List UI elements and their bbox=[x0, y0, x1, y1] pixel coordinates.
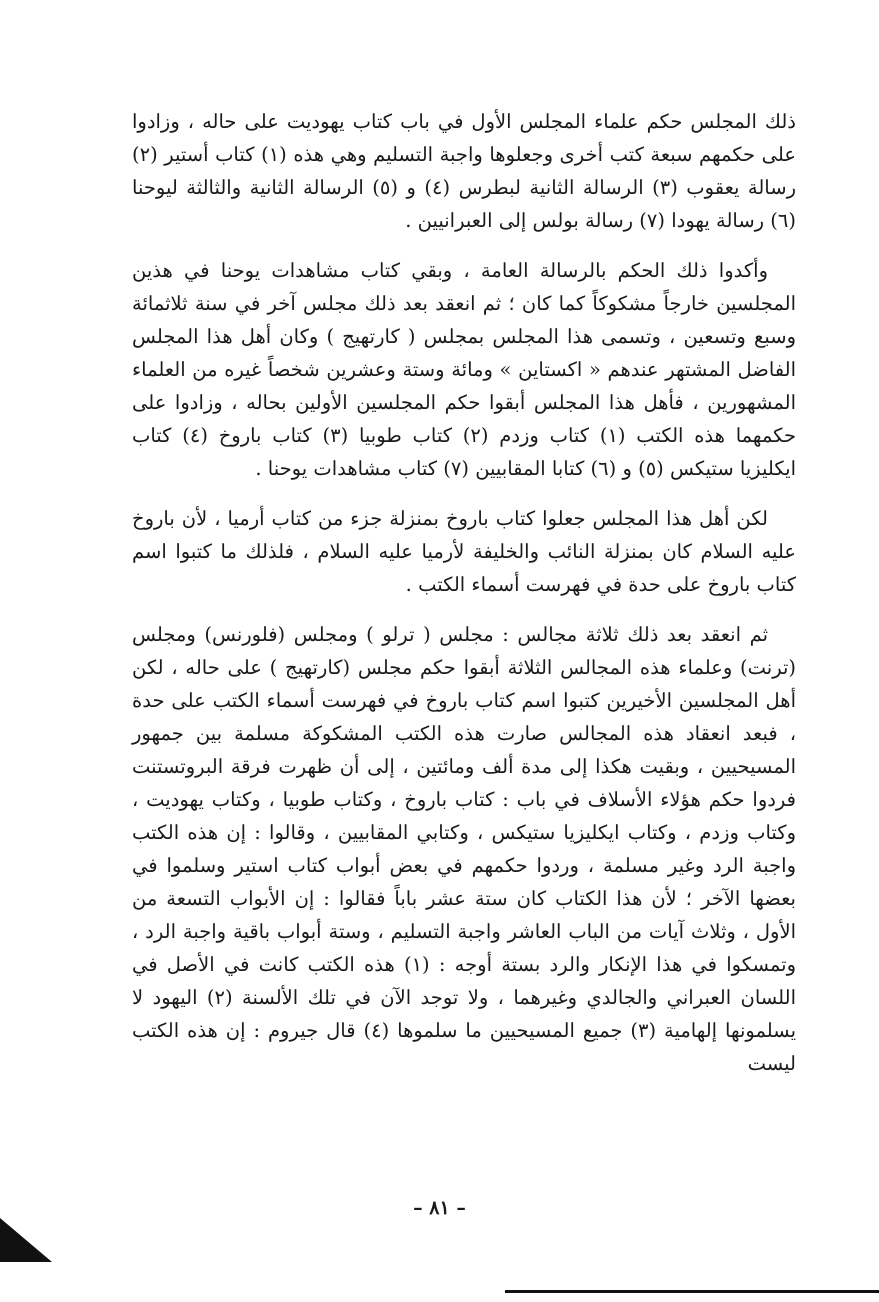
bottom-rule-line bbox=[505, 1290, 879, 1293]
page-body bbox=[132, 105, 796, 1097]
paragraph: ذلك المجلس حكم علماء المجلس الأول في باب كتاب يهوديت على حاله ، وزادوا على حكمهم سبعة كتب أخرى وجعلوها واجبة التسليم وهي هذه (١) كتاب أستير (٢) رسالة يعقوب (٣) الرسالة الثانية لبطرس (٤) و (٥) الرسالة الثانية والثالثة ليوحنا (٦) رسالة يهودا (٧) رسالة بولس إلى العبرانيين . bbox=[132, 110, 797, 232]
page-number: – ٨١ – bbox=[413, 1197, 466, 1219]
paragraph: ثم انعقد بعد ذلك ثلاثة مجالس : مجلس ( ترلو ) ومجلس (فلورنس) ومجلس (ترنت) وعلماء هذه المجالس الثلاثة أبقوا حكم مجلس (كارتهيج ) على حاله ، لكن أهل المجلسين الأخيرين كتبوا اسم كتاب باروخ في فهرست أسماء الكتب على حدة ، فبعد انعقاد هذه المجالس صارت هذه الكتب المشكوكة مسلمة بين جمهور المسيحيين ، وبقيت هكذا إلى مدة ألف ومائتين ، إلى أن ظهرت فرقة البروتستنت فردوا حكم هؤلاء الأسلاف في باب : كتاب باروخ ، وكتاب طوبيا ، وكتاب يهوديت ، وكتاب وزدم ، وكتاب ايكليزيا ستيكس ، وكتابي المقابيين ، وقالوا : إن هذه الكتب واجبة الرد وغير مسلمة ، وردوا حكمهم في بعض أبواب كتاب استير وسلموا في بعضها الآخر ؛ لأن هذا الكتاب كان ستة عشر باباً فقالوا : إن الأبواب التسعة من الأول ، وثلاث آيات من الباب العاشر واجبة التسليم ، وستة أبواب باقية واجبة الرد ، وتمسكوا في هذا الإنكار والرد بستة أوجه : (١) هذه الكتب كانت في الأصل في اللسان العبراني والجالدي وغيرهما ، ولا توجد الآن في تلك الألسنة (٢) اليهود لا يسلمونها إلهامية (٣) جميع المسيحيين ما سلموها (٤) قال جيروم : إن هذه الكتب ليست bbox=[132, 623, 797, 1075]
paragraph: وأكدوا ذلك الحكم بالرسالة العامة ، وبقي كتاب مشاهدات يوحنا في هذين المجلسين خارجاً مشكوكاً كما كان ؛ ثم انعقد بعد ذلك مجلس آخر في سنة ثلاثمائة وسبع وتسعين ، وتسمى هذا المجلس بمجلس ( كارتهيج ) وكان أهل هذا المجلس الفاضل المشتهر عندهم « اكستاين » ومائة وستة وعشرين شخصاً غيره من العلماء المشهورين ، فأهل هذا المجلس أبقوا حكم المجلسين الأولين بحاله ، وزادوا على حكمهما هذه الكتب (١) كتاب وزدم (٢) كتاب طوبيا (٣) كتاب باروخ (٤) كتاب ايكليزيا ستيكس (٥) و (٦) كتابا المقابيين (٧) كتاب مشاهدات يوحنا . bbox=[132, 259, 797, 480]
paragraph: لكن أهل هذا المجلس جعلوا كتاب باروخ بمنزلة جزء من كتاب أرميا ، لأن باروخ عليه السلام كان بمنزلة النائب والخليفة لأرميا عليه السلام ، فلذلك ما كتبوا اسم كتاب باروخ على حدة في فهرست أسماء الكتب . bbox=[132, 507, 796, 596]
corner-triangle-mark bbox=[0, 1218, 52, 1262]
